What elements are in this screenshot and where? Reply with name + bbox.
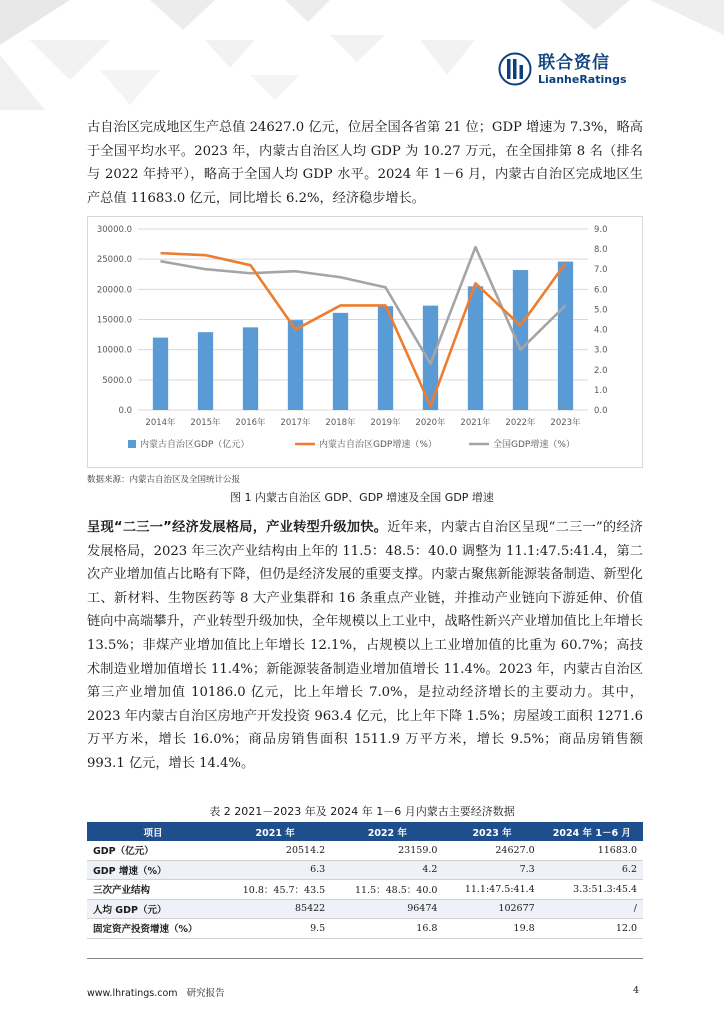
table-cell: 12.0 — [541, 919, 643, 939]
table-cell: 6.3 — [219, 860, 331, 880]
table-header-cell: 2021 年 — [219, 822, 331, 841]
y-left-tick-label: 0.0 — [118, 406, 132, 416]
row-label: 人均 GDP（元） — [87, 899, 219, 919]
table-cell: 24627.0 — [443, 841, 540, 860]
paragraph-industry-structure — [87, 516, 643, 776]
footer-site[interactable] — [87, 985, 225, 999]
table-header-cell: 2023 年 — [443, 822, 540, 841]
table-cell: 16.8 — [331, 919, 443, 939]
footer-divider — [87, 958, 643, 959]
logo-mark-icon — [498, 52, 532, 86]
table-header-cell: 项目 — [87, 822, 219, 841]
y-right-tick-label: 2.0 — [594, 365, 608, 376]
table-cell: 20514.2 — [219, 841, 331, 860]
y-right-tick-label: 3.0 — [594, 345, 608, 356]
logo-english-name: LianheRatings — [538, 72, 627, 86]
bar — [468, 286, 483, 410]
x-tick-label: 2018年 — [325, 418, 356, 428]
y-right-tick-label: 7.0 — [594, 265, 608, 276]
x-tick-label: 2021年 — [460, 418, 491, 428]
economic-data-table — [87, 822, 643, 939]
table-cell: 23159.0 — [331, 841, 443, 860]
y-right-tick-label: 1.0 — [594, 385, 608, 396]
table-row — [87, 860, 643, 880]
table-cell: 3.3:51.3:45.4 — [541, 880, 643, 900]
y-right-tick-label: 6.0 — [594, 285, 608, 296]
y-left-tick-label: 5000.0 — [102, 375, 132, 386]
x-tick-label: 2014年 — [145, 418, 176, 428]
gdp-chart-svg — [88, 217, 642, 467]
table-cell: / — [541, 899, 643, 919]
paragraph-body: 近年来，内蒙古自治区呈现“二三一”的经济发展格局，2023 年三次产业结构由上年的 11.5：48.5：40.0 调整为 11.1:47.5:41.4，第二次产业增加值占比略有下降，但仍是经济发展的重要支撑。内蒙古聚焦新能源装备制造、新型化工、新材料、生物医药等 8 大产业集群和 16 条重点产业链，并推动产业链向下游延伸、价值链向中高端攀升，产业转型升级加快，全年规模以上工业中，战略性新兴产业增加值比上年增长 13.5%；非煤产业增加值比上年增长 12.1%，占规模以上工业增加值的比重为 60.7%；高技术制造业增加值增长 11.4%；新能源装备制造业增加值增长 11.4%。2023 年，内蒙古自治区第三产业增加值 10186.0 亿元，比上年增长 7.0%，是拉动经济增长的主要动力。其中，2023 年内蒙古自治区房地产开发投资 963.4 亿元，比上年下降 1.5%；房屋竣工面积 1271.6 万平方米，增长 16.0%；商品房销售面积 1511.9 万平方米，增长 9.5%；商品房销售额 993.1 亿元，增长 14.4%。 — [87, 520, 643, 771]
bar — [558, 262, 573, 410]
bar — [333, 313, 348, 410]
table-row — [87, 919, 643, 939]
table-cell: 9.5 — [219, 919, 331, 939]
table-caption: 表 2 2021－2023 年及 2024 年 1－6 月内蒙古主要经济数据 — [209, 805, 515, 818]
row-label: GDP 增速（%） — [87, 860, 219, 880]
y-right-tick-label: 8.0 — [594, 245, 608, 256]
footer-url[interactable]: www.lhratings.com — [87, 988, 178, 999]
table-cell: 10.8：45.7：43.5 — [219, 880, 331, 900]
logo-name: 联合资信 — [538, 52, 610, 73]
paragraph-gdp-summary: 古自治区完成地区生产总值 24627.0 亿元，位居全国各省第 21 位；GDP 增速为 7.3%，略高于全国平均水平。2023 年，内蒙古自治区人均 GDP 为 10.27 万元，在全国排第 8 名（排名与 2022 年持平），略高于全国人均 GDP 水平。2024 年 1－6 月，内蒙古自治区完成地区生产总值 11683.0 亿元，同比增长 6.2%，经济稳步增长。 — [87, 120, 643, 206]
row-label: GDP（亿元） — [87, 841, 219, 860]
bar — [198, 332, 213, 410]
legend-label: 内蒙古自治区GDP（亿元） — [140, 440, 250, 450]
table-row — [87, 841, 643, 860]
x-tick-label: 2022年 — [505, 418, 536, 428]
company-logo — [498, 52, 627, 86]
table-cell: 19.8 — [443, 919, 540, 939]
bar — [288, 320, 303, 410]
paragraph-heading: 呈现“二三一”经济发展格局，产业转型升级加快。 — [87, 520, 388, 535]
y-right-tick-label: 5.0 — [594, 305, 608, 316]
y-left-tick-label: 10000.0 — [96, 345, 132, 356]
series-line — [161, 253, 566, 406]
table-cell: 6.2 — [541, 860, 643, 880]
page-number: 4 — [633, 985, 640, 996]
table-cell: 4.2 — [331, 860, 443, 880]
table-cell: 11.1:47.5:41.4 — [443, 880, 540, 900]
table-row — [87, 880, 643, 900]
row-label: 固定资产投资增速（%） — [87, 919, 219, 939]
x-tick-label: 2019年 — [370, 418, 401, 428]
row-label: 三次产业结构 — [87, 880, 219, 900]
x-tick-label: 2017年 — [280, 418, 311, 428]
table-cell: 85422 — [219, 899, 331, 919]
legend-swatch — [128, 440, 136, 448]
x-tick-label: 2015年 — [190, 418, 221, 428]
table-cell: 11683.0 — [541, 841, 643, 860]
x-tick-label: 2023年 — [550, 418, 581, 428]
bar — [378, 306, 393, 410]
table-row — [87, 899, 643, 919]
gdp-chart — [87, 216, 643, 468]
table-cell: 7.3 — [443, 860, 540, 880]
x-tick-label: 2020年 — [415, 418, 446, 428]
figure-source: 数据来源：内蒙古自治区及全国统计公报 — [87, 475, 241, 485]
y-left-tick-label: 30000.0 — [96, 225, 132, 235]
y-left-tick-label: 25000.0 — [96, 255, 132, 266]
table-cell: 102677 — [443, 899, 540, 919]
table-cell: 11.5：48.5：40.0 — [331, 880, 443, 900]
table-header-cell: 2024 年 1－6 月 — [541, 822, 643, 841]
y-right-tick-label: 9.0 — [594, 225, 608, 235]
bar — [243, 327, 258, 410]
table-header-row — [87, 822, 643, 841]
table-header-cell: 2022 年 — [331, 822, 443, 841]
table-cell: 96474 — [331, 899, 443, 919]
y-left-tick-label: 15000.0 — [96, 315, 132, 326]
x-tick-label: 2016年 — [235, 418, 266, 428]
y-right-tick-label: 4.0 — [594, 325, 608, 336]
legend-label: 全国GDP增速（%） — [493, 440, 575, 450]
figure-caption: 图 1 内蒙古自治区 GDP、GDP 增速及全国 GDP 增速 — [230, 491, 494, 504]
y-right-tick-label: 0.0 — [594, 406, 608, 416]
legend-label: 内蒙古自治区GDP增速（%） — [319, 440, 437, 450]
footer-label: 研究报告 — [186, 988, 225, 999]
y-left-tick-label: 20000.0 — [96, 285, 132, 296]
bar — [153, 338, 168, 410]
